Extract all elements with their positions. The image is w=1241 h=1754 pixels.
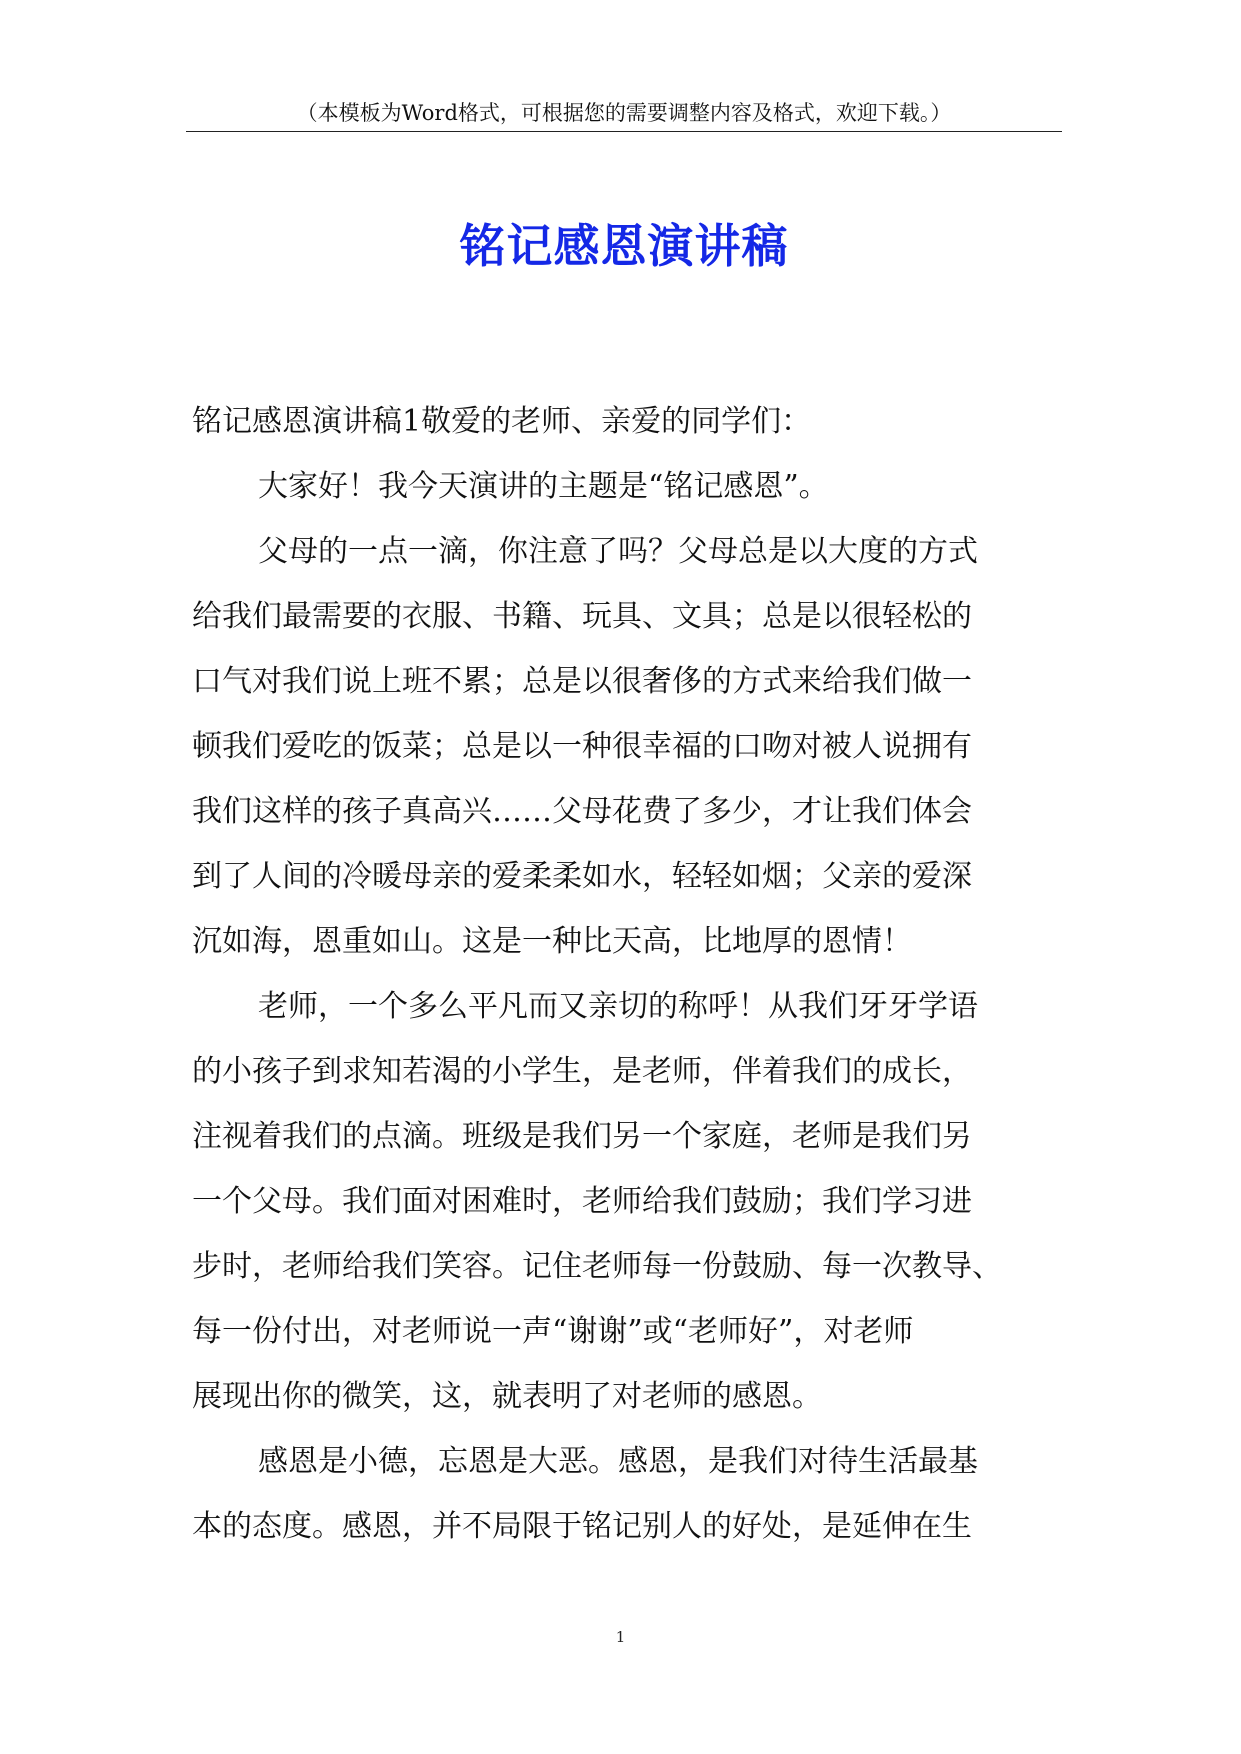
document-body [192,395,1058,1565]
body-line: 每一份付出，对老师说一声“谢谢”或“老师好”，对老师 [192,1314,914,1349]
body-line: 大家好！我今天演讲的主题是“铭记感恩”。 [258,469,829,504]
page-number: 1 [615,1628,626,1646]
header-divider [186,131,1062,132]
body-line: 展现出你的微笑，这，就表明了对老师的感恩。 [192,1379,822,1414]
body-line: 父母的一点一滴，你注意了吗？父母总是以大度的方式 [258,534,978,569]
body-line: 顿我们爱吃的饭菜；总是以一种很幸福的口吻对被人说拥有 [192,729,972,764]
body-line: 到了人间的冷暖母亲的爱柔柔如水，轻轻如烟；父亲的爱深 [192,859,972,894]
body-line: 一个父母。我们面对困难时，老师给我们鼓励；我们学习进 [192,1184,972,1219]
body-line: 铭记感恩演讲稿1敬爱的老师、亲爱的同学们： [192,404,812,439]
body-line: 步时，老师给我们笑容。记住老师每一份鼓励、每一次教导、 [192,1249,1002,1284]
document-title: 铭记感恩演讲稿 [459,219,789,273]
body-line: 注视着我们的点滴。班级是我们另一个家庭，老师是我们另 [192,1119,972,1154]
header-note: （本模板为Word格式，可根据您的需要调整内容及格式，欢迎下载。） [296,101,952,125]
body-line: 我们这样的孩子真高兴……父母花费了多少，才让我们体会 [192,794,972,829]
body-line: 本的态度。感恩，并不局限于铭记别人的好处，是延伸在生 [192,1509,972,1544]
body-line: 老师，一个多么平凡而又亲切的称呼！从我们牙牙学语 [258,989,978,1024]
body-line: 给我们最需要的衣服、书籍、玩具、文具；总是以很轻松的 [192,599,972,634]
body-line: 感恩是小德，忘恩是大恶。感恩，是我们对待生活最基 [258,1444,978,1479]
body-line: 沉如海，恩重如山。这是一种比天高，比地厚的恩情！ [192,924,912,959]
body-line: 的小孩子到求知若渴的小学生，是老师，伴着我们的成长， [192,1054,972,1089]
body-line: 口气对我们说上班不累；总是以很奢侈的方式来给我们做一 [192,664,972,699]
